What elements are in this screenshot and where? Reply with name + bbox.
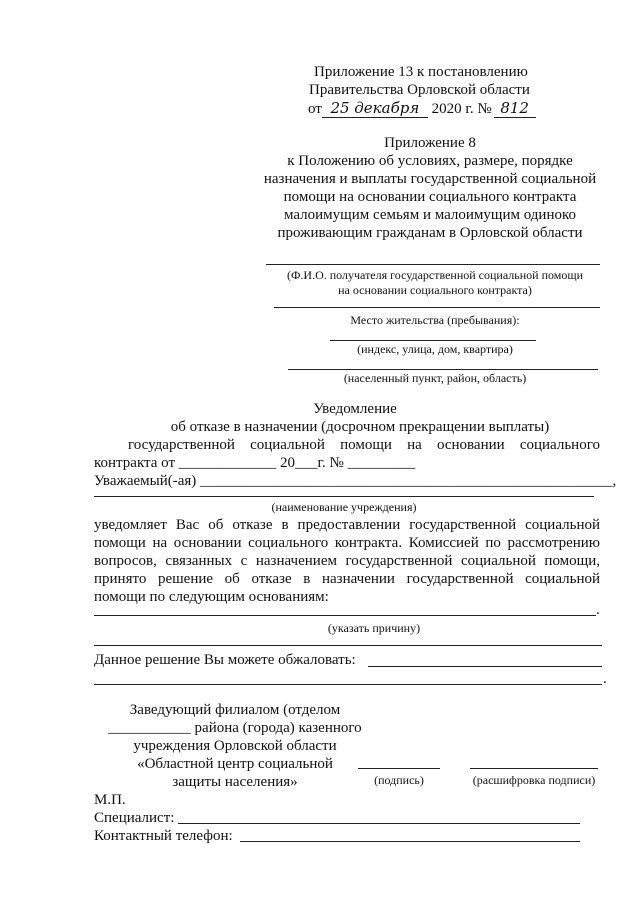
appeal-line (368, 666, 602, 667)
appendix-line-3: помощи на основании социального контракта (283, 189, 577, 205)
reason-line (94, 615, 596, 616)
reason-period: . (596, 602, 600, 618)
notice-subtitle: об отказе в назначении (досрочном прекращении выплаты) (170, 419, 550, 435)
stamp-label: М.П. (94, 792, 126, 808)
appendix-title: Приложение 8 (384, 135, 476, 151)
body-line-3: вопросов, связанных с назначением государственной социальной помощи, (94, 553, 600, 569)
contract-line: контракта от _____________ 20___г. № _________ (94, 455, 416, 471)
specialist-label: Специалист: (94, 810, 175, 826)
decode-caption: (расшифровка подписи) (472, 773, 596, 787)
notice-subtitle-2 (128, 436, 600, 454)
institution-line (94, 496, 594, 497)
reason-caption: (указать причину) (327, 621, 421, 635)
appeal-line-2 (94, 684, 602, 685)
word: государственной (128, 437, 235, 453)
signature-caption: (подпись) (374, 773, 424, 787)
head-line-1: Заведующий филиалом (отделом (129, 702, 341, 718)
phone-line (240, 841, 580, 842)
appendix-line-5: проживающим гражданам в Орловской области (277, 225, 583, 241)
word: помощи (340, 437, 392, 453)
reason-line-2 (94, 645, 602, 646)
locality-line (288, 369, 598, 370)
decode-line (470, 768, 598, 769)
specialist-line (178, 823, 580, 824)
body-line-4: принято решение об отказе в назначении государственной социальной (94, 571, 600, 587)
signature-line (358, 768, 440, 769)
greeting-line: Уважаемый(-ая) _______________________________________________________, (94, 473, 617, 489)
fio-caption-1: (Ф.И.О. получателя государственной социальной помощи (286, 268, 584, 282)
handwritten-number: 812 (494, 99, 536, 118)
fio-line (266, 264, 600, 265)
fio-caption-2: на основании социального контракта) (338, 283, 532, 297)
header-line-1: Приложение 13 к постановлению (314, 64, 528, 80)
residence-label: Место жительства (пребывания): (350, 313, 520, 327)
appeal-period: . (603, 671, 607, 687)
appeal-text: Данное решение Вы можете обжаловать: (94, 652, 356, 668)
word: на (407, 437, 422, 453)
header-line-2: Правительства Орловской области (309, 82, 530, 98)
head-line-5: защиты населения» (172, 774, 298, 790)
head-line-3: учреждения Орловской области (133, 738, 337, 754)
date-prefix: от (308, 101, 322, 117)
address-line (330, 340, 536, 341)
notice-title: Уведомление (313, 401, 397, 417)
body-line-5: помощи по следующим основаниям: (94, 589, 329, 605)
phone-label: Контактный телефон: (94, 828, 233, 844)
header-date-line (308, 99, 536, 118)
appendix-line-1: к Положению об условиях, размере, порядке (287, 153, 573, 169)
appendix-line-4: малоимущим семьям и малоимущим одиноко (283, 207, 577, 223)
header-year: 2020 г. № (431, 101, 492, 117)
fio-line-2 (274, 307, 600, 308)
handwritten-date: 25 декабря (322, 99, 428, 118)
body-line-2: помощи на основании социального контракта. Комиссией по рассмотрению (94, 535, 600, 551)
appendix-line-2: назначения и выплаты государственной социальной (263, 171, 597, 187)
address-caption: (индекс, улица, дом, квартира) (357, 342, 513, 356)
word: основании (436, 437, 505, 453)
head-line-4: «Областной центр социальной (137, 756, 333, 772)
institution-caption: (наименование учреждения) (271, 500, 417, 514)
word: социального (519, 437, 600, 453)
word: социальной (250, 437, 325, 453)
locality-caption: (населенный пункт, район, область) (343, 371, 527, 385)
head-line-2: ___________ района (города) казенного (108, 720, 362, 736)
body-line-1: уведомляет Вас об отказе в предоставлении государственной социальной (94, 517, 600, 533)
